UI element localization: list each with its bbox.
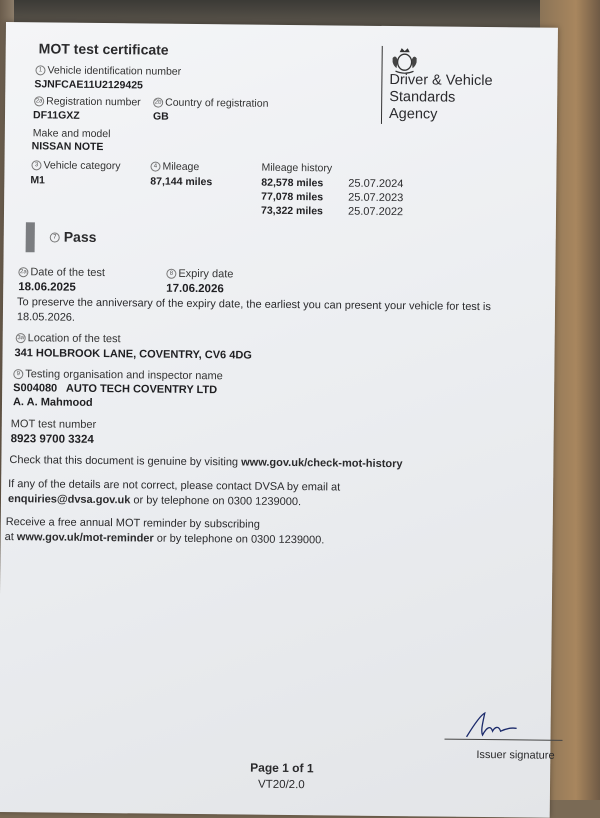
vin-value: SJNFCAE11U2129425 xyxy=(34,78,143,92)
history-miles-2: 77,078 miles xyxy=(261,190,324,204)
mileage-value: 87,144 miles xyxy=(150,175,213,189)
vin-marker: 1 xyxy=(35,66,45,76)
reg-value: DF11GXZ xyxy=(32,109,80,122)
incorrect-details-line2: enquiries@dvsa.gov.uk or by telephone on 0300 1239000. xyxy=(7,493,302,509)
reminder-line1: Receive a free annual MOT reminder by subscribing xyxy=(5,516,260,531)
location-label: 3a Location of the test xyxy=(17,332,121,346)
form-code: VT20/2.0 xyxy=(257,778,305,792)
history-date-2: 25.07.2023 xyxy=(348,191,404,205)
result-text: Pass xyxy=(63,228,97,245)
dvsa-email[interactable]: enquiries@dvsa.gov.uk xyxy=(7,493,131,507)
history-date-1: 25.07.2024 xyxy=(348,177,404,191)
inspector-name: A. A. Mahmood xyxy=(12,396,93,409)
reminder-url[interactable]: www.gov.uk/mot-reminder xyxy=(16,531,154,545)
history-miles-3: 73,322 miles xyxy=(260,204,323,218)
genuine-check: Check that this document is genuine by visiting www.gov.uk/check-mot-history xyxy=(9,454,403,471)
reg-label: 2a Registration number xyxy=(35,95,141,109)
royal-crest-icon xyxy=(389,46,419,74)
org-label: 9 Testing organisation and inspector name xyxy=(13,368,223,382)
mileage-marker: 4 xyxy=(150,162,160,172)
incorrect-details-line1: If any of the details are not correct, please contact DVSA by email at xyxy=(8,478,341,494)
anniversary-note-line1: To preserve the anniversary of the expiry date, the earliest you can present your vehicle for test is xyxy=(17,296,491,314)
signature-label: Issuer signature xyxy=(476,748,555,762)
vin-label: 1 Vehicle identification number xyxy=(35,64,181,78)
certificate-title: MOT test certificate xyxy=(38,40,169,58)
category-label: 3 Vehicle category xyxy=(31,159,120,172)
make-label: Make and model xyxy=(32,127,111,141)
category-value: M1 xyxy=(30,174,45,187)
test-date-marker: 2a xyxy=(18,267,28,277)
test-date-label: 2a Date of the test xyxy=(20,266,106,280)
test-number-value: 8923 9700 3324 xyxy=(10,433,94,446)
anniversary-note-line2: 18.05.2026. xyxy=(16,311,76,324)
make-value: NISSAN NOTE xyxy=(31,140,104,154)
expiry-value: 17.06.2026 xyxy=(166,282,224,296)
reminder-line2: at www.gov.uk/mot-reminder or by telephone on 0300 1239000. xyxy=(4,531,325,547)
result-bar xyxy=(26,222,35,252)
test-date-value: 18.06.2025 xyxy=(18,281,76,294)
agency-name-line1: Driver & Vehicle xyxy=(389,72,493,90)
expiry-marker: 8 xyxy=(166,269,176,279)
org-value: S004080 AUTO TECH COVENTRY LTD xyxy=(13,382,218,397)
agency-name-line3: Agency xyxy=(388,106,438,123)
test-number-label: MOT test number xyxy=(10,418,97,431)
expiry-label: 8 Expiry date xyxy=(166,268,233,281)
page-number: Page 1 of 1 xyxy=(250,760,314,776)
mileage-label: 4 Mileage xyxy=(150,161,199,174)
mileage-history-label: Mileage history xyxy=(261,161,333,175)
result-marker: 7 xyxy=(50,232,60,242)
location-marker: 3a xyxy=(16,333,26,343)
genuine-url[interactable]: www.gov.uk/check-mot-history xyxy=(241,456,403,471)
logo-divider xyxy=(381,46,383,124)
history-miles-1: 82,578 miles xyxy=(261,176,324,190)
history-date-3: 25.07.2022 xyxy=(347,205,404,219)
agency-name-line2: Standards xyxy=(389,89,456,106)
country-value: GB xyxy=(152,110,169,123)
result xyxy=(50,228,97,246)
org-marker: 9 xyxy=(13,369,23,379)
reg-marker: 2a xyxy=(34,97,44,107)
category-marker: 3 xyxy=(31,160,41,170)
country-label: 2b Country of registration xyxy=(154,96,269,110)
certificate-page xyxy=(0,22,558,818)
country-marker: 2b xyxy=(153,98,163,108)
location-value: 341 HOLBROOK LANE, COVENTRY, CV6 4DG xyxy=(14,347,252,362)
